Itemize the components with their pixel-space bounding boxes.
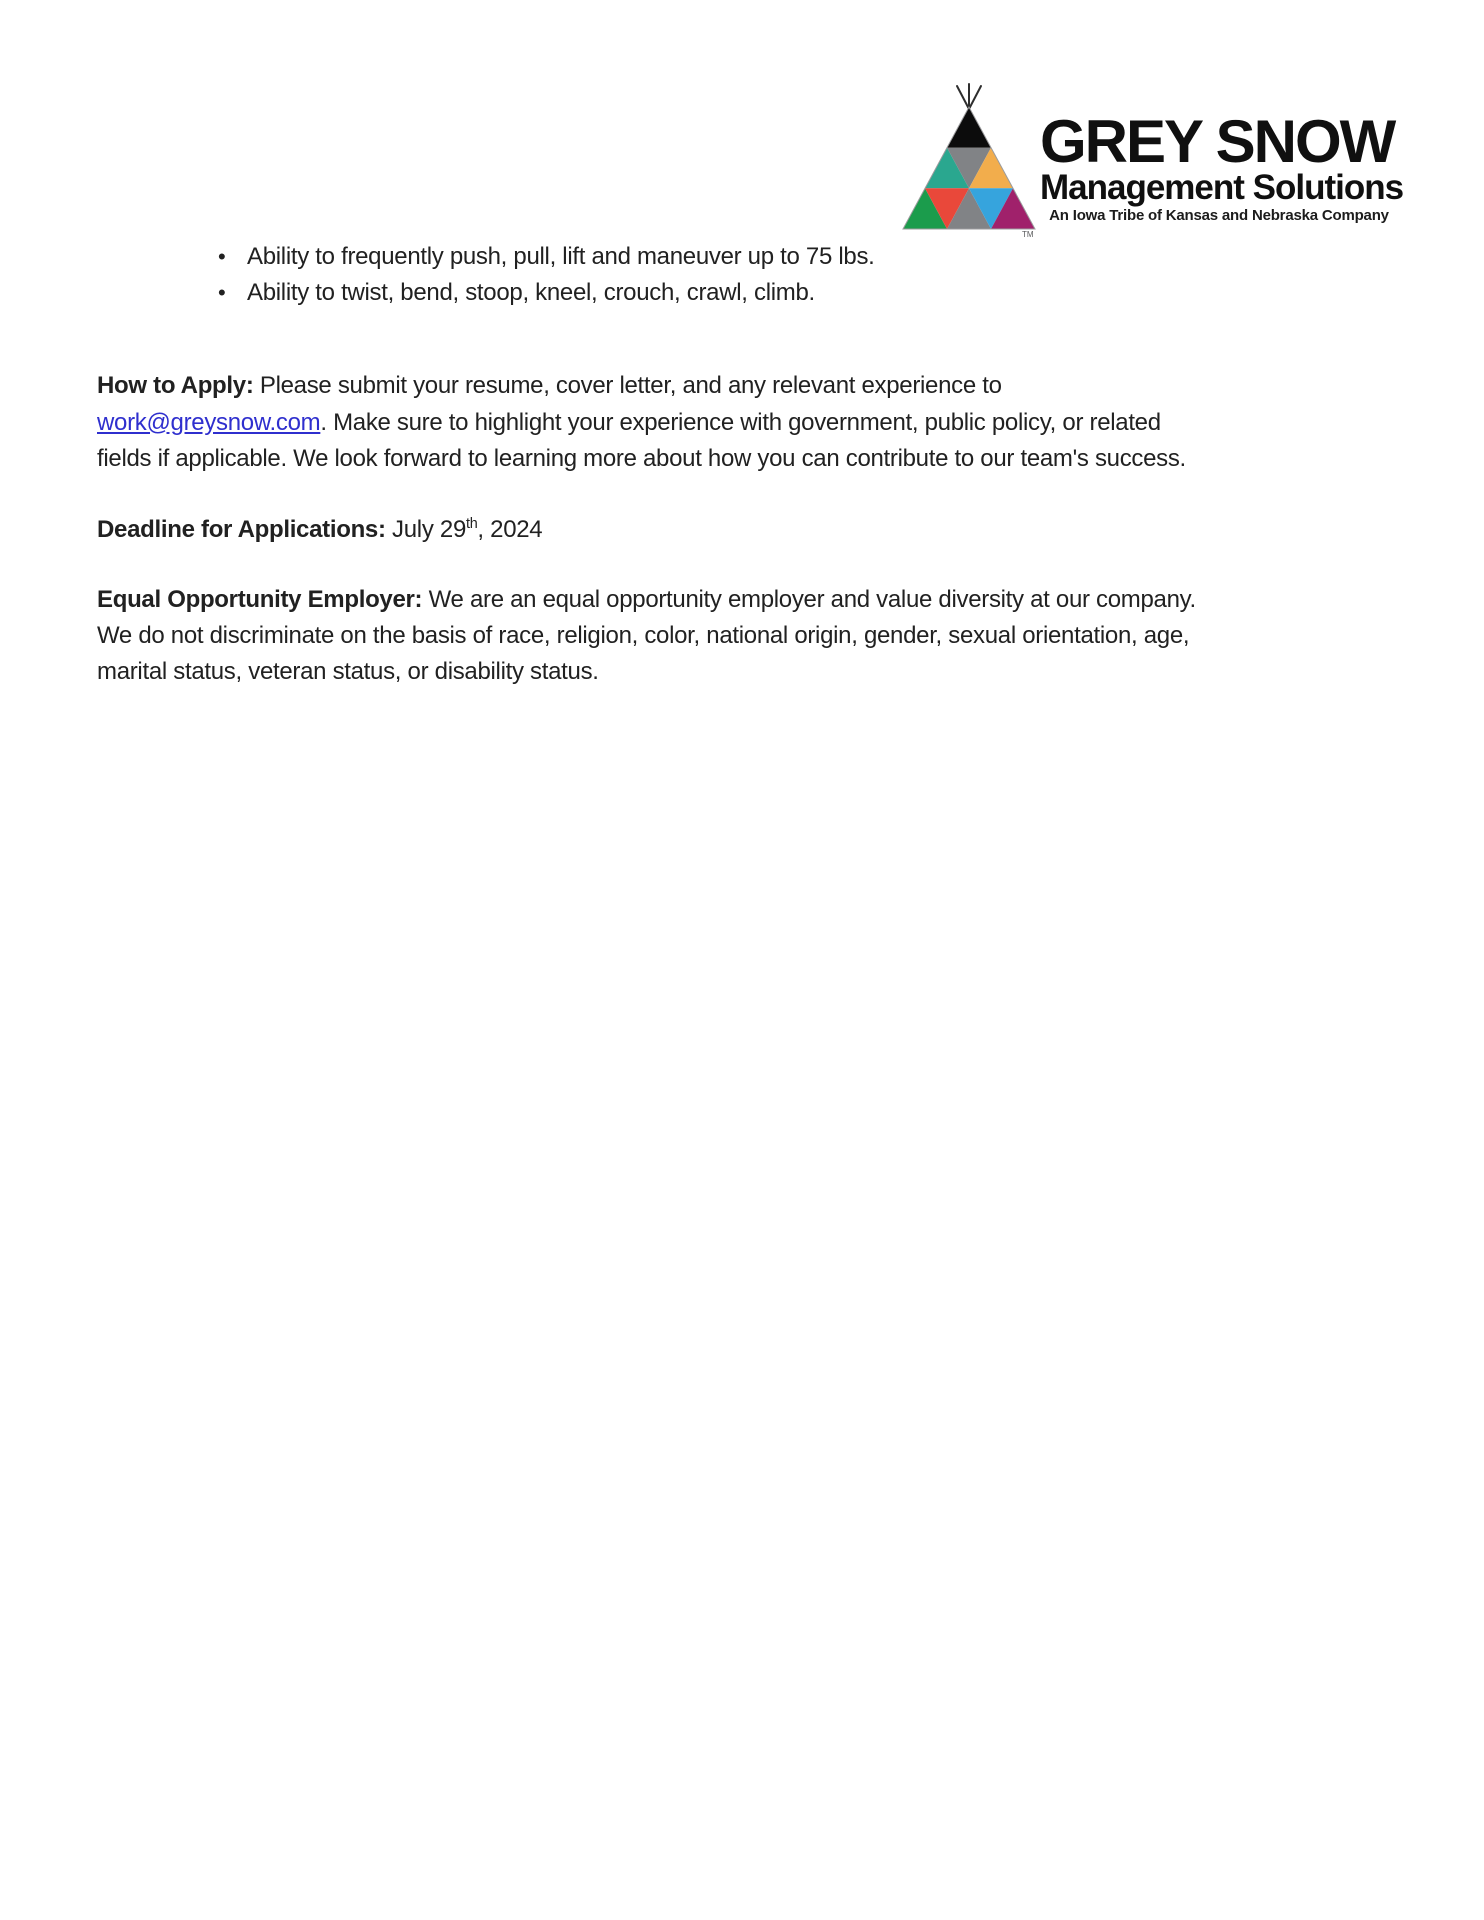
deadline-date: July 29: [385, 516, 466, 543]
paragraph-line: [97, 582, 1196, 618]
eoe-heading: Equal Opportunity Employer:: [97, 586, 423, 613]
bullet-icon: •: [218, 280, 226, 305]
paragraph-text: marital status, veteran status, or disability status.: [97, 658, 599, 685]
paragraph-text: We do not discriminate on the basis of race, religion, color, national origin, gender, sexual orientation, age,: [97, 622, 1190, 649]
logo-tagline: An Iowa Tribe of Kansas and Nebraska Company: [1049, 207, 1389, 224]
teepee-poles-icon: [957, 84, 981, 109]
bullet-icon: •: [218, 244, 226, 269]
logo-text-block: [1040, 108, 1404, 224]
paragraph-text: Please submit your resume, cover letter, and any relevant experience to: [253, 372, 1002, 399]
company-logo: [901, 83, 1404, 241]
list-item: [218, 275, 875, 311]
email-link[interactable]: work@greysnow.com: [97, 408, 321, 436]
paragraph-line: [97, 368, 1186, 405]
deadline-year: , 2024: [477, 516, 543, 543]
requirements-list: [218, 239, 875, 311]
paragraph-text: fields if applicable. We look forward to learning more about how you can contribute to our team's success.: [97, 445, 1186, 472]
teepee-triangle-black: [947, 107, 991, 148]
logo-subtitle: Management Solutions: [1040, 168, 1404, 207]
teepee-logo-icon: [901, 83, 1039, 241]
paragraph-line: [97, 405, 1186, 442]
how-to-apply-paragraph: [97, 368, 1186, 478]
ordinal-superscript: th: [466, 516, 478, 532]
paragraph-text: We are an equal opportunity employer and value diversity at our company.: [422, 586, 1196, 613]
how-to-apply-heading: How to Apply:: [97, 372, 254, 399]
eoe-paragraph: [97, 582, 1196, 690]
paragraph-text: . Make sure to highlight your experience with government, public policy, or related: [320, 408, 1161, 436]
deadline-heading: Deadline for Applications:: [97, 516, 386, 543]
trademark-symbol: TM: [1022, 230, 1034, 239]
paragraph-line: [97, 512, 542, 549]
list-item: [218, 239, 875, 275]
paragraph-line: [97, 654, 1196, 690]
paragraph-line: [97, 618, 1196, 654]
logo-title: GREY SNOW: [1040, 108, 1395, 175]
paragraph-line: [97, 441, 1186, 478]
deadline-paragraph: [97, 512, 542, 549]
list-item-text: Ability to frequently push, pull, lift and maneuver up to 75 lbs.: [247, 243, 875, 270]
list-item-text: Ability to twist, bend, stoop, kneel, crouch, crawl, climb.: [247, 279, 815, 306]
